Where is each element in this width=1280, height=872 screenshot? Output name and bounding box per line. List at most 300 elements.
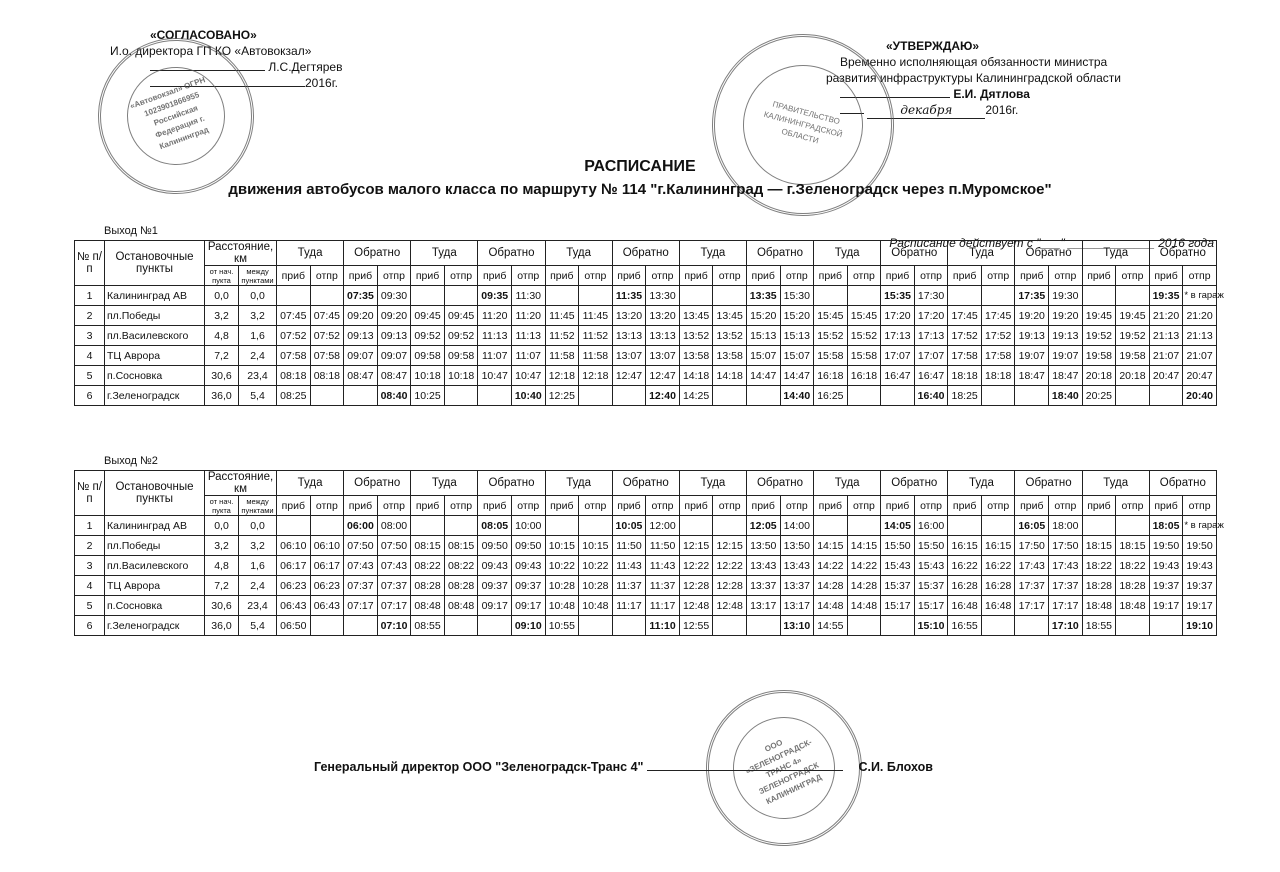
- time-cell: [948, 516, 982, 536]
- time-cell: 09:45: [444, 306, 478, 326]
- row-stop: п.Сосновка: [105, 366, 205, 386]
- row-num: 2: [75, 536, 105, 556]
- header-arr: приб: [411, 496, 445, 516]
- time-cell: 17:50: [1049, 536, 1083, 556]
- time-cell: 18:28: [1116, 576, 1150, 596]
- time-cell: 12:22: [713, 556, 747, 576]
- time-cell: 09:10: [511, 616, 545, 636]
- time-cell: 15:43: [914, 556, 948, 576]
- row-num: 4: [75, 576, 105, 596]
- header-dep: отпр: [646, 496, 680, 516]
- header-dep: отпр: [914, 266, 948, 286]
- header-dep: отпр: [444, 266, 478, 286]
- row-stop: ТЦ Аврора: [105, 346, 205, 366]
- time-cell: 07:35: [344, 286, 378, 306]
- time-cell: 13:43: [780, 556, 814, 576]
- header-dep: отпр: [511, 266, 545, 286]
- time-cell: 13:30: [646, 286, 680, 306]
- time-cell: 16:40: [914, 386, 948, 406]
- header-arr: приб: [545, 266, 579, 286]
- row-dist-start: 7,2: [205, 576, 239, 596]
- header-arr: приб: [948, 266, 982, 286]
- time-cell: 07:45: [277, 306, 311, 326]
- time-cell: 13:52: [679, 326, 713, 346]
- table-row: [75, 516, 1217, 536]
- header-direction: Туда: [545, 471, 612, 496]
- time-cell: 17:13: [881, 326, 915, 346]
- time-cell: 09:07: [344, 346, 378, 366]
- row-dist-start: 30,6: [205, 366, 239, 386]
- row-dist-between: 5,4: [239, 386, 277, 406]
- header-direction: Туда: [411, 241, 478, 266]
- time-cell: [277, 516, 311, 536]
- header-dep: отпр: [377, 266, 411, 286]
- time-cell: 18:18: [981, 366, 1015, 386]
- row-stop: пл.Василевского: [105, 326, 205, 346]
- header-arr: приб: [814, 496, 848, 516]
- time-cell: [310, 386, 344, 406]
- time-cell: 18:55: [1082, 616, 1116, 636]
- time-cell: 21:20: [1149, 306, 1183, 326]
- header-direction: Туда: [1082, 241, 1149, 266]
- header-dep: отпр: [847, 266, 881, 286]
- time-cell: 17:20: [914, 306, 948, 326]
- time-cell: 14:15: [847, 536, 881, 556]
- time-cell: 19:37: [1183, 576, 1217, 596]
- time-cell: 15:10: [914, 616, 948, 636]
- time-cell: 08:22: [411, 556, 445, 576]
- time-cell: 10:05: [612, 516, 646, 536]
- header-dep: отпр: [310, 266, 344, 286]
- time-cell: 18:00: [1049, 516, 1083, 536]
- row-dist-start: 30,6: [205, 596, 239, 616]
- time-cell: 15:50: [914, 536, 948, 556]
- header-direction: Обратно: [612, 241, 679, 266]
- time-cell: 20:47: [1183, 366, 1217, 386]
- time-cell: 07:37: [377, 576, 411, 596]
- time-cell: 16:28: [981, 576, 1015, 596]
- header-num: № п/п: [75, 241, 105, 286]
- time-cell: 11:45: [545, 306, 579, 326]
- time-cell: [444, 286, 478, 306]
- table-row: [75, 386, 1217, 406]
- time-cell: 19:52: [1116, 326, 1150, 346]
- row-dist-start: 4,8: [205, 326, 239, 346]
- time-cell: 10:48: [545, 596, 579, 616]
- time-cell: [1149, 386, 1183, 406]
- time-cell: [478, 616, 512, 636]
- row-dist-start: 36,0: [205, 616, 239, 636]
- header-dep: отпр: [1049, 266, 1083, 286]
- time-cell: [948, 286, 982, 306]
- time-cell: [847, 616, 881, 636]
- time-cell: 13:10: [780, 616, 814, 636]
- approval-left-line1: И.о. директора ГП КО «Автовокзал»: [110, 44, 312, 58]
- time-cell: 16:48: [948, 596, 982, 616]
- stamp-left-text: «Автовокзал» ОГРН 1023901866955 Российская Федерация г. Калининград: [128, 75, 210, 152]
- time-cell: 13:45: [713, 306, 747, 326]
- header-direction: Обратно: [344, 241, 411, 266]
- time-cell: 06:00: [344, 516, 378, 536]
- time-cell: 12:55: [679, 616, 713, 636]
- time-cell: 10:15: [579, 536, 613, 556]
- time-cell: 12:18: [545, 366, 579, 386]
- time-cell: 10:28: [579, 576, 613, 596]
- time-cell: [1116, 386, 1150, 406]
- time-cell: 09:17: [478, 596, 512, 616]
- header-dep: отпр: [1116, 266, 1150, 286]
- time-cell: 16:25: [814, 386, 848, 406]
- time-cell: 14:22: [814, 556, 848, 576]
- header-arr: приб: [1082, 266, 1116, 286]
- time-cell: 11:43: [612, 556, 646, 576]
- row-num: 2: [75, 306, 105, 326]
- approval-right-date-written: декабря: [867, 102, 985, 119]
- time-cell: 19:07: [1049, 346, 1083, 366]
- time-cell: 21:13: [1183, 326, 1217, 346]
- time-cell: 17:37: [1049, 576, 1083, 596]
- time-cell: [411, 286, 445, 306]
- time-cell: 14:05: [881, 516, 915, 536]
- time-cell: 12:47: [612, 366, 646, 386]
- time-cell: 13:52: [713, 326, 747, 346]
- time-cell: 10:55: [545, 616, 579, 636]
- row-dist-start: 36,0: [205, 386, 239, 406]
- header-dep: отпр: [1183, 496, 1217, 516]
- time-cell: 12:28: [679, 576, 713, 596]
- stamp-right-text: ПРАВИТЕЛЬСТВО КАЛИНИНГРАДСКОЙ ОБЛАСТИ: [762, 99, 844, 146]
- header-direction: Обратно: [881, 471, 948, 496]
- time-cell: 09:20: [377, 306, 411, 326]
- header-direction: Обратно: [746, 471, 813, 496]
- time-cell: 11:58: [545, 346, 579, 366]
- header-num: № п/п: [75, 471, 105, 516]
- approval-right-heading: «УТВЕРЖДАЮ»: [886, 39, 980, 53]
- time-cell: 08:15: [411, 536, 445, 556]
- time-cell: 18:28: [1082, 576, 1116, 596]
- time-cell: [545, 516, 579, 536]
- time-cell: 07:58: [310, 346, 344, 366]
- time-cell: [814, 516, 848, 536]
- header-direction: Туда: [679, 241, 746, 266]
- time-cell: 20:47: [1149, 366, 1183, 386]
- time-cell: 16:15: [981, 536, 1015, 556]
- time-cell: 13:13: [612, 326, 646, 346]
- time-cell: 18:48: [1116, 596, 1150, 616]
- time-cell: [579, 616, 613, 636]
- time-cell: 12:22: [679, 556, 713, 576]
- time-cell: [981, 616, 1015, 636]
- time-cell: 14:18: [713, 366, 747, 386]
- approval-right-date: 2016г.: [985, 103, 1019, 117]
- time-cell: 07:45: [310, 306, 344, 326]
- time-cell: 17:17: [1015, 596, 1049, 616]
- header-dep: отпр: [444, 496, 478, 516]
- time-cell: 15:20: [746, 306, 780, 326]
- time-cell: 12:15: [713, 536, 747, 556]
- time-cell: * в гараж: [1183, 516, 1217, 536]
- page-title: РАСПИСАНИЕ: [584, 158, 696, 175]
- header-direction: Туда: [948, 471, 1015, 496]
- time-cell: 18:22: [1116, 556, 1150, 576]
- row-stop: пл.Василевского: [105, 556, 205, 576]
- header-distance: Расстояние, км: [205, 471, 277, 496]
- time-cell: [344, 386, 378, 406]
- time-cell: [1116, 286, 1150, 306]
- time-cell: [478, 386, 512, 406]
- time-cell: 06:17: [310, 556, 344, 576]
- time-cell: 11:45: [579, 306, 613, 326]
- time-cell: 18:15: [1116, 536, 1150, 556]
- time-cell: 16:00: [914, 516, 948, 536]
- row-stop: ТЦ Аврора: [105, 576, 205, 596]
- time-cell: [310, 516, 344, 536]
- table-row: [75, 346, 1217, 366]
- time-cell: 12:25: [545, 386, 579, 406]
- time-cell: 17:20: [881, 306, 915, 326]
- time-cell: 15:43: [881, 556, 915, 576]
- time-cell: 19:45: [1082, 306, 1116, 326]
- time-cell: 11:37: [612, 576, 646, 596]
- header-from-start: от нач. пукта: [205, 266, 239, 286]
- row-stop: Калининград АВ: [105, 286, 205, 306]
- time-cell: 08:05: [478, 516, 512, 536]
- time-cell: 17:45: [948, 306, 982, 326]
- header-arr: приб: [277, 496, 311, 516]
- time-cell: 18:05: [1149, 516, 1183, 536]
- time-cell: 19:45: [1116, 306, 1150, 326]
- time-cell: 06:43: [277, 596, 311, 616]
- header-arr: приб: [1149, 496, 1183, 516]
- row-num: 5: [75, 596, 105, 616]
- header-dep: отпр: [914, 496, 948, 516]
- header-direction: Обратно: [1015, 241, 1082, 266]
- time-cell: 09:30: [377, 286, 411, 306]
- row-num: 3: [75, 326, 105, 346]
- header-arr: приб: [344, 496, 378, 516]
- time-cell: [981, 286, 1015, 306]
- time-cell: 20:40: [1183, 386, 1217, 406]
- time-cell: 17:52: [981, 326, 1015, 346]
- header-arr: приб: [612, 266, 646, 286]
- time-cell: 11:37: [646, 576, 680, 596]
- header-arr: приб: [411, 266, 445, 286]
- header-direction: Туда: [814, 241, 881, 266]
- time-cell: 19:17: [1183, 596, 1217, 616]
- time-cell: 07:50: [344, 536, 378, 556]
- row-dist-start: 3,2: [205, 536, 239, 556]
- time-cell: 08:22: [444, 556, 478, 576]
- time-cell: 11:50: [646, 536, 680, 556]
- time-cell: 08:48: [444, 596, 478, 616]
- time-cell: 07:50: [377, 536, 411, 556]
- table-row: [75, 366, 1217, 386]
- time-cell: 08:40: [377, 386, 411, 406]
- time-cell: 08:28: [444, 576, 478, 596]
- time-cell: 09:13: [344, 326, 378, 346]
- time-cell: 07:52: [310, 326, 344, 346]
- time-cell: 15:45: [814, 306, 848, 326]
- time-cell: [1015, 616, 1049, 636]
- row-stop: Калининград АВ: [105, 516, 205, 536]
- header-arr: приб: [881, 266, 915, 286]
- header-direction: Обратно: [746, 241, 813, 266]
- time-cell: 17:58: [981, 346, 1015, 366]
- header-dep: отпр: [310, 496, 344, 516]
- time-cell: 06:50: [277, 616, 311, 636]
- header-direction: Туда: [545, 241, 612, 266]
- table-row: [75, 306, 1217, 326]
- time-cell: [1015, 386, 1049, 406]
- time-cell: 11:10: [646, 616, 680, 636]
- header-dep: отпр: [981, 496, 1015, 516]
- time-cell: [679, 286, 713, 306]
- time-cell: 07:37: [344, 576, 378, 596]
- time-cell: 09:17: [511, 596, 545, 616]
- time-cell: [579, 516, 613, 536]
- time-cell: 14:00: [780, 516, 814, 536]
- time-cell: 10:40: [511, 386, 545, 406]
- table-row: [75, 576, 1217, 596]
- time-cell: 18:22: [1082, 556, 1116, 576]
- time-cell: 09:52: [411, 326, 445, 346]
- row-num: 6: [75, 616, 105, 636]
- header-distance: Расстояние, км: [205, 241, 277, 266]
- header-arr: приб: [746, 496, 780, 516]
- time-cell: 13:20: [612, 306, 646, 326]
- time-cell: [444, 516, 478, 536]
- signature-name: С.И. Блохов: [858, 760, 933, 774]
- stamp-bottom-text: ООО «ЗЕЛЕНОГРАДСК-ТРАНС 4» ЗЕЛЕНОГРАДСК КАЛИНИНГРАД: [744, 737, 824, 807]
- table-row: [75, 616, 1217, 636]
- time-cell: 07:17: [377, 596, 411, 616]
- approval-left-heading: «СОГЛАСОВАНО»: [150, 28, 257, 42]
- time-cell: 10:15: [545, 536, 579, 556]
- time-cell: 09:58: [444, 346, 478, 366]
- time-cell: 08:47: [377, 366, 411, 386]
- header-dep: отпр: [579, 496, 613, 516]
- header-direction: Туда: [814, 471, 881, 496]
- time-cell: 15:20: [780, 306, 814, 326]
- time-cell: 19:37: [1149, 576, 1183, 596]
- time-cell: 14:28: [847, 576, 881, 596]
- header-arr: приб: [881, 496, 915, 516]
- row-dist-start: 0,0: [205, 516, 239, 536]
- time-cell: 18:25: [948, 386, 982, 406]
- row-num: 1: [75, 286, 105, 306]
- header-direction: Обратно: [881, 241, 948, 266]
- row-dist-between: 3,2: [239, 306, 277, 326]
- row-stop: г.Зеленоградск: [105, 386, 205, 406]
- time-cell: 11:17: [646, 596, 680, 616]
- time-cell: 14:22: [847, 556, 881, 576]
- time-cell: 14:48: [847, 596, 881, 616]
- time-cell: 17:43: [1015, 556, 1049, 576]
- header-dep: отпр: [1116, 496, 1150, 516]
- header-arr: приб: [948, 496, 982, 516]
- time-cell: 10:47: [478, 366, 512, 386]
- time-cell: 11:58: [579, 346, 613, 366]
- time-cell: 18:15: [1082, 536, 1116, 556]
- time-cell: 15:58: [814, 346, 848, 366]
- header-stops: Остановочные пункты: [105, 471, 205, 516]
- header-direction: Обратно: [344, 471, 411, 496]
- time-cell: 16:15: [948, 536, 982, 556]
- approval-left-date: 2016г.: [305, 76, 338, 90]
- time-cell: 09:35: [478, 286, 512, 306]
- time-cell: [847, 516, 881, 536]
- time-cell: 13:37: [746, 576, 780, 596]
- time-cell: 18:48: [1082, 596, 1116, 616]
- time-cell: 13:45: [679, 306, 713, 326]
- time-cell: 19:50: [1149, 536, 1183, 556]
- time-cell: 13:58: [713, 346, 747, 366]
- time-cell: 06:17: [277, 556, 311, 576]
- time-cell: 09:37: [511, 576, 545, 596]
- time-cell: 17:45: [981, 306, 1015, 326]
- time-cell: 19:20: [1049, 306, 1083, 326]
- time-cell: 15:30: [780, 286, 814, 306]
- time-cell: 21:20: [1183, 306, 1217, 326]
- header-arr: приб: [344, 266, 378, 286]
- time-cell: 11:35: [612, 286, 646, 306]
- time-cell: [881, 386, 915, 406]
- time-cell: 14:18: [679, 366, 713, 386]
- time-cell: 18:40: [1049, 386, 1083, 406]
- time-cell: 10:18: [444, 366, 478, 386]
- time-cell: 10:22: [579, 556, 613, 576]
- header-arr: приб: [277, 266, 311, 286]
- time-cell: 08:15: [444, 536, 478, 556]
- table-row: [75, 536, 1217, 556]
- time-cell: [1149, 616, 1183, 636]
- time-cell: 08:25: [277, 386, 311, 406]
- time-cell: 11:30: [511, 286, 545, 306]
- time-cell: 16:55: [948, 616, 982, 636]
- time-cell: [310, 286, 344, 306]
- time-cell: 17:35: [1015, 286, 1049, 306]
- row-dist-between: 0,0: [239, 516, 277, 536]
- schedule-table-exit-1: [74, 240, 1224, 406]
- time-cell: 20:18: [1082, 366, 1116, 386]
- time-cell: 15:37: [914, 576, 948, 596]
- time-cell: 09:50: [511, 536, 545, 556]
- time-cell: [444, 386, 478, 406]
- time-cell: 19:35: [1149, 286, 1183, 306]
- time-cell: 19:52: [1082, 326, 1116, 346]
- header-direction: Обратно: [1149, 241, 1216, 266]
- row-dist-start: 0,0: [205, 286, 239, 306]
- time-cell: 11:20: [511, 306, 545, 326]
- time-cell: 16:47: [881, 366, 915, 386]
- time-cell: [612, 386, 646, 406]
- header-arr: приб: [612, 496, 646, 516]
- time-cell: [746, 616, 780, 636]
- time-cell: 15:07: [746, 346, 780, 366]
- time-cell: 15:13: [780, 326, 814, 346]
- time-cell: [981, 386, 1015, 406]
- header-between: между пунктами: [239, 266, 277, 286]
- time-cell: 16:28: [948, 576, 982, 596]
- time-cell: 09:58: [411, 346, 445, 366]
- time-cell: [545, 286, 579, 306]
- header-dep: отпр: [1183, 266, 1217, 286]
- time-cell: [981, 516, 1015, 536]
- time-cell: 14:55: [814, 616, 848, 636]
- time-cell: 07:52: [277, 326, 311, 346]
- time-cell: 06:43: [310, 596, 344, 616]
- time-cell: 17:10: [1049, 616, 1083, 636]
